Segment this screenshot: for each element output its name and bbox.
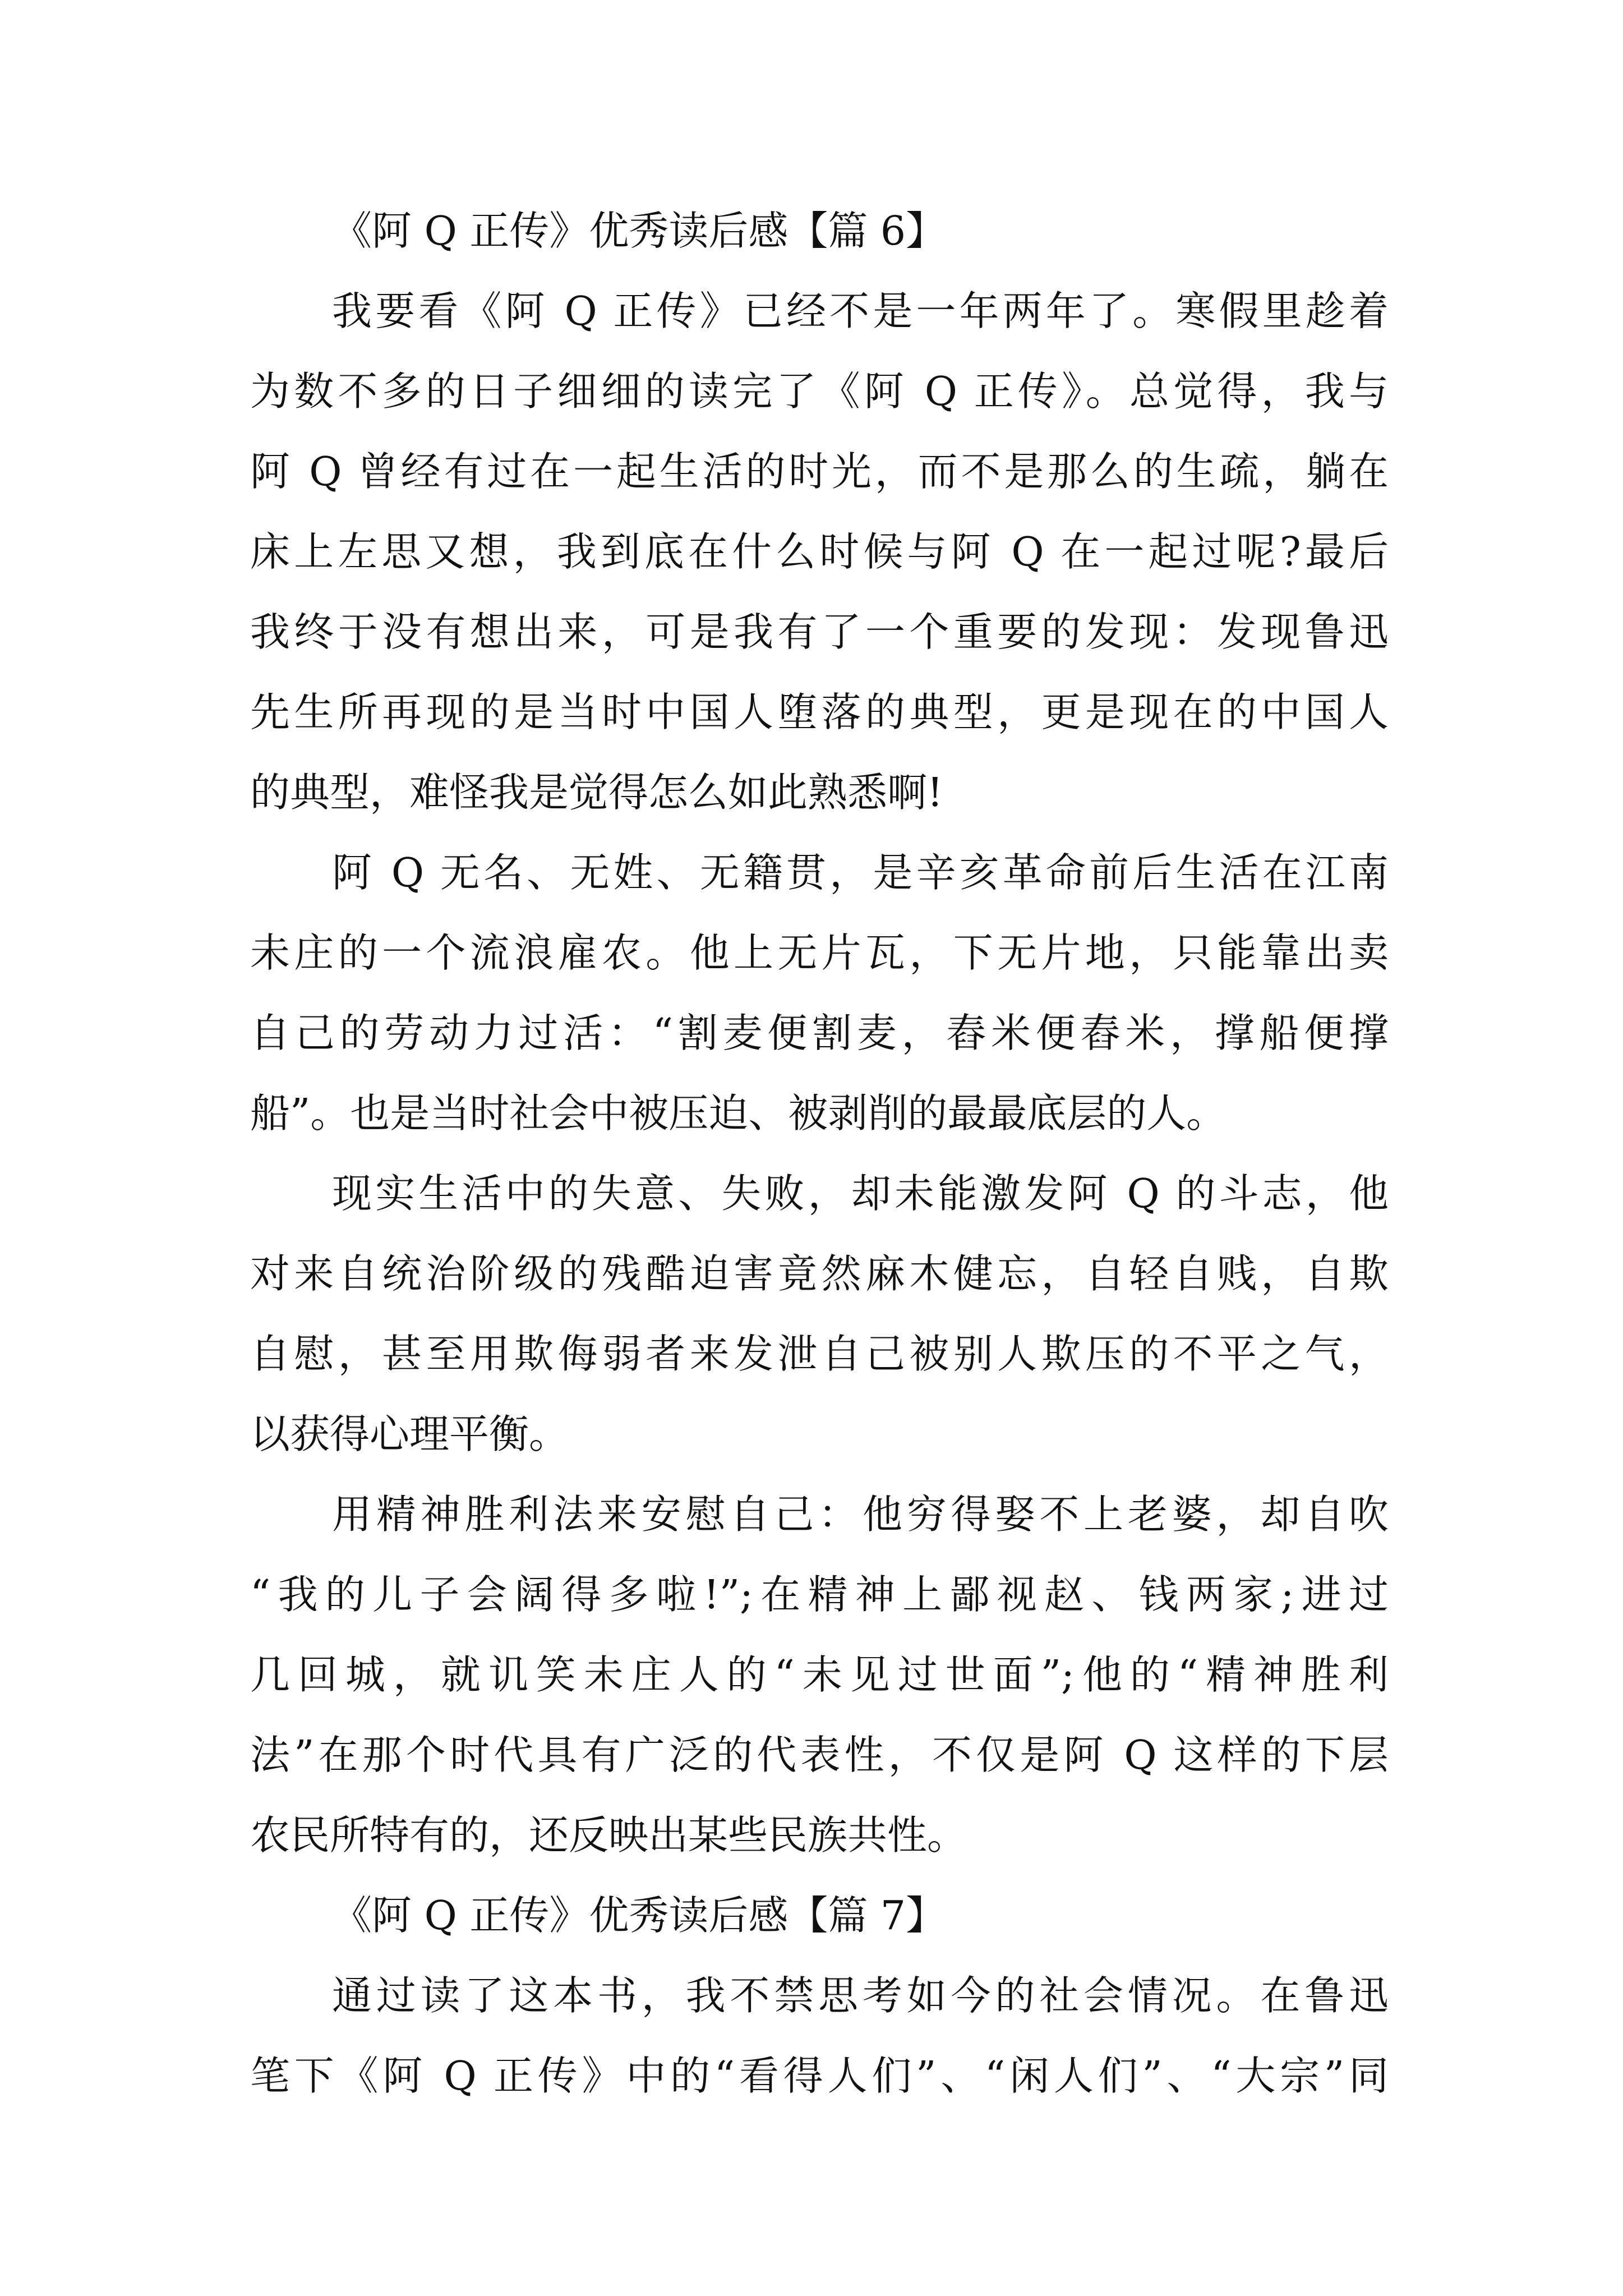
paragraph-line: 未庄的一个流浪雇农。他上无片瓦，下无片地，只能靠出卖 [250,930,1389,976]
paragraph-line: 自己的劳动力过活：“割麦便割麦，舂米便舂米，撑船便撑 [250,1010,1389,1056]
paragraph-line: 对来自统治阶级的残酷迫害竟然麻木健忘，自轻自贱，自欺 [250,1250,1389,1297]
section-heading: 《阿 Q 正传》优秀读后感【篇 7】 [332,1892,946,1939]
paragraph-line: 农民所特有的，还反映出某些民族共性。 [250,1812,967,1858]
paragraph-line: 床上左思又想，我到底在什么时候与阿 Q 在一起过呢?最后 [250,528,1389,575]
paragraph-line: 我要看《阿 Q 正传》已经不是一年两年了。寒假里趁着 [332,288,1389,334]
paragraph-line: “我的儿子会阔得多啦!”;在精神上鄙视赵、钱两家;进过 [250,1571,1389,1618]
paragraph-line: 现实生活中的失意、失败，却未能激发阿 Q 的斗志，他 [332,1170,1389,1217]
paragraph-line: 用精神胜利法来安慰自己：他穷得娶不上老婆，却自吹 [332,1491,1389,1538]
paragraph-line: 法”在那个时代具有广泛的代表性，不仅是阿 Q 这样的下层 [250,1732,1389,1778]
paragraph-line: 通过读了这本书，我不禁思考如今的社会情况。在鲁迅 [332,1972,1389,2019]
paragraph-line: 的典型，难怪我是觉得怎么如此熟悉啊! [250,769,943,816]
document-body [250,191,1389,2116]
paragraph-line: 阿 Q 曾经有过在一起生活的时光，而不是那么的生疏，躺在 [250,448,1389,495]
paragraph-line: 先生所再现的是当时中国人堕落的典型，更是现在的中国人 [250,689,1389,735]
paragraph-line: 阿 Q 无名、无姓、无籍贯，是辛亥革命前后生活在江南 [332,849,1389,896]
paragraph-line: 笔下《阿 Q 正传》中的“看得人们”、“闲人们”、“大宗”同 [250,2053,1389,2099]
paragraph-line: 我终于没有想出来，可是我有了一个重要的发现：发现鲁迅 [250,609,1389,655]
paragraph-line: 船”。也是当时社会中被压迫、被剥削的最最底层的人。 [250,1090,1227,1137]
paragraph-line: 几回城，就讥笑未庄人的“未见过世面”;他的“精神胜利 [250,1651,1389,1698]
section-heading: 《阿 Q 正传》优秀读后感【篇 6】 [332,208,946,254]
paragraph-line: 自慰，甚至用欺侮弱者来发泄自己被别人欺压的不平之气， [250,1331,1389,1377]
paragraph-line: 以获得心理平衡。 [250,1411,569,1457]
paragraph-line: 为数不多的日子细细的读完了《阿 Q 正传》。总觉得，我与 [250,368,1389,415]
